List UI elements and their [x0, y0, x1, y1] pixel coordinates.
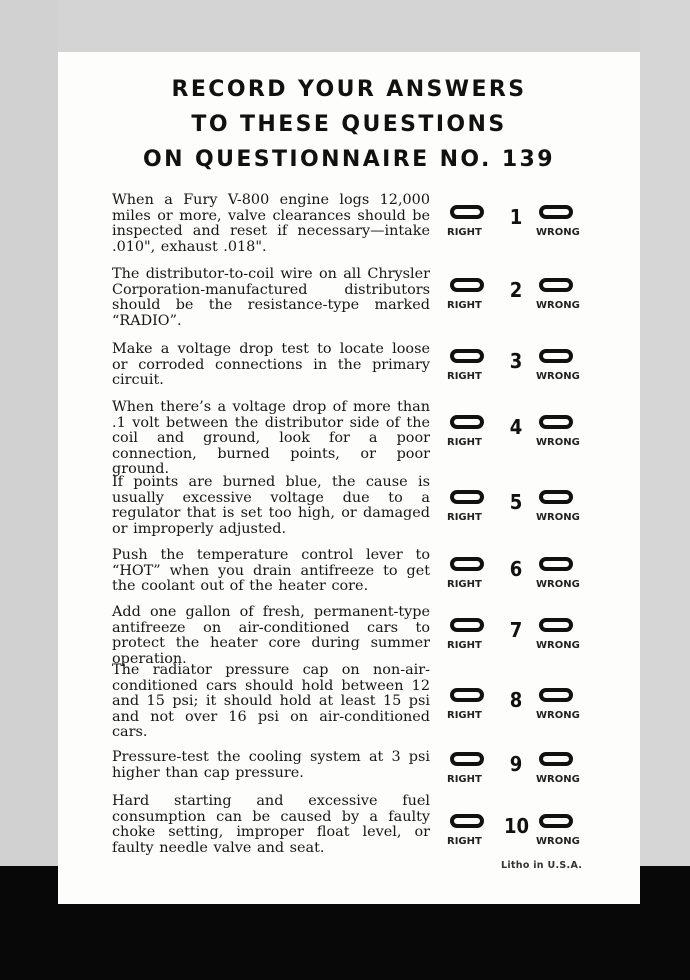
question-number: 4 [509, 415, 523, 439]
wrong-answer-oval[interactable] [539, 349, 573, 363]
right-label: RIGHT [447, 640, 482, 651]
question-2-text: The distributor-to-coil wire on all Chrysler Corporation-manufactured distributors should be the resistance-type marked “RADIO”. [112, 266, 430, 329]
wrong-label: WRONG [536, 710, 580, 721]
question-number: 9 [509, 752, 523, 776]
right-label: RIGHT [447, 512, 482, 523]
wrong-label: WRONG [536, 437, 580, 448]
wrong-label: WRONG [536, 774, 580, 785]
right-label: RIGHT [447, 300, 482, 311]
scan-background-left [0, 0, 58, 870]
scan-background-top [0, 0, 690, 52]
question-7-answer-row [58, 610, 640, 650]
question-3-answer-row [58, 341, 640, 381]
question-3-text: Make a voltage drop test to locate loose or corroded connections in the primary circuit. [112, 341, 430, 389]
question-6-answer-row [58, 549, 640, 589]
scan-background-right [640, 0, 690, 870]
wrong-answer-oval[interactable] [539, 688, 573, 702]
wrong-answer-oval[interactable] [539, 752, 573, 766]
printer-credit: Litho in U.S.A. [501, 860, 583, 871]
question-4-answer-row [58, 407, 640, 447]
question-8-text: The radiator pressure cap on non-air-conditioned cars should hold between 12 and 15 psi; it should hold at least 15 psi and not over 16 psi on air-conditioned cars. [112, 662, 430, 741]
question-number: 7 [509, 618, 523, 642]
wrong-answer-oval[interactable] [539, 557, 573, 571]
question-number: 3 [509, 349, 523, 373]
wrong-answer-oval[interactable] [539, 205, 573, 219]
wrong-label: WRONG [536, 227, 580, 238]
right-answer-oval[interactable] [450, 688, 484, 702]
right-label: RIGHT [447, 774, 482, 785]
right-label: RIGHT [447, 710, 482, 721]
question-5-answer-row [58, 482, 640, 522]
wrong-label: WRONG [536, 579, 580, 590]
question-10-text: Hard starting and excessive fuel consumption can be caused by a faulty choke setting, improper float level, or faulty needle valve and seat. [112, 793, 430, 856]
title-line-1: RECORD YOUR ANSWERS [171, 77, 527, 102]
wrong-label: WRONG [536, 512, 580, 523]
wrong-label: WRONG [536, 300, 580, 311]
right-label: RIGHT [447, 579, 482, 590]
wrong-label: WRONG [536, 640, 580, 651]
question-number: 5 [509, 490, 523, 514]
question-9-text: Pressure-test the cooling system at 3 psi higher than cap pressure. [112, 749, 430, 781]
right-label: RIGHT [447, 836, 482, 847]
right-answer-oval[interactable] [450, 415, 484, 429]
title-line-2: TO THESE QUESTIONS [191, 112, 507, 137]
question-number: 2 [509, 278, 523, 302]
right-answer-oval[interactable] [450, 349, 484, 363]
question-4-text: When there’s a voltage drop of more than .1 volt between the distributor side of the coil and ground, look for a poor connection, burned points, or poor ground. [112, 399, 430, 478]
right-answer-oval[interactable] [450, 278, 484, 292]
question-number: 10 [504, 814, 530, 838]
right-label: RIGHT [447, 227, 482, 238]
right-answer-oval[interactable] [450, 205, 484, 219]
question-8-answer-row [58, 680, 640, 720]
wrong-answer-oval[interactable] [539, 814, 573, 828]
question-number: 8 [509, 688, 523, 712]
wrong-answer-oval[interactable] [539, 618, 573, 632]
question-7-text: Add one gallon of fresh, permanent-type antifreeze on air-conditioned cars to protect the heater core during summer operation. [112, 604, 430, 667]
question-1-text: When a Fury V-800 engine logs 12,000 miles or more, valve clearances should be inspected and reset if necessary—intake .010", exhaust .018". [112, 192, 430, 255]
right-answer-oval[interactable] [450, 814, 484, 828]
question-6-text: Push the temperature control lever to “HOT” when you drain antifreeze to get the coolant out of the heater core. [112, 547, 430, 595]
title-line-3: ON QUESTIONNAIRE NO. 139 [143, 147, 555, 172]
wrong-label: WRONG [536, 371, 580, 382]
question-10-answer-row [58, 806, 640, 846]
question-2-answer-row [58, 270, 640, 310]
question-number: 6 [509, 557, 523, 581]
answer-card [58, 52, 640, 904]
wrong-label: WRONG [536, 836, 580, 847]
wrong-answer-oval[interactable] [539, 415, 573, 429]
right-answer-oval[interactable] [450, 618, 484, 632]
right-label: RIGHT [447, 437, 482, 448]
question-1-answer-row [58, 197, 640, 237]
right-answer-oval[interactable] [450, 557, 484, 571]
wrong-answer-oval[interactable] [539, 278, 573, 292]
question-number: 1 [509, 205, 523, 229]
question-9-answer-row [58, 744, 640, 784]
question-5-text: If points are burned blue, the cause is usually excessive voltage due to a regulator that is set too high, or damaged or improperly adjusted. [112, 474, 430, 537]
wrong-answer-oval[interactable] [539, 490, 573, 504]
right-answer-oval[interactable] [450, 752, 484, 766]
right-label: RIGHT [447, 371, 482, 382]
right-answer-oval[interactable] [450, 490, 484, 504]
